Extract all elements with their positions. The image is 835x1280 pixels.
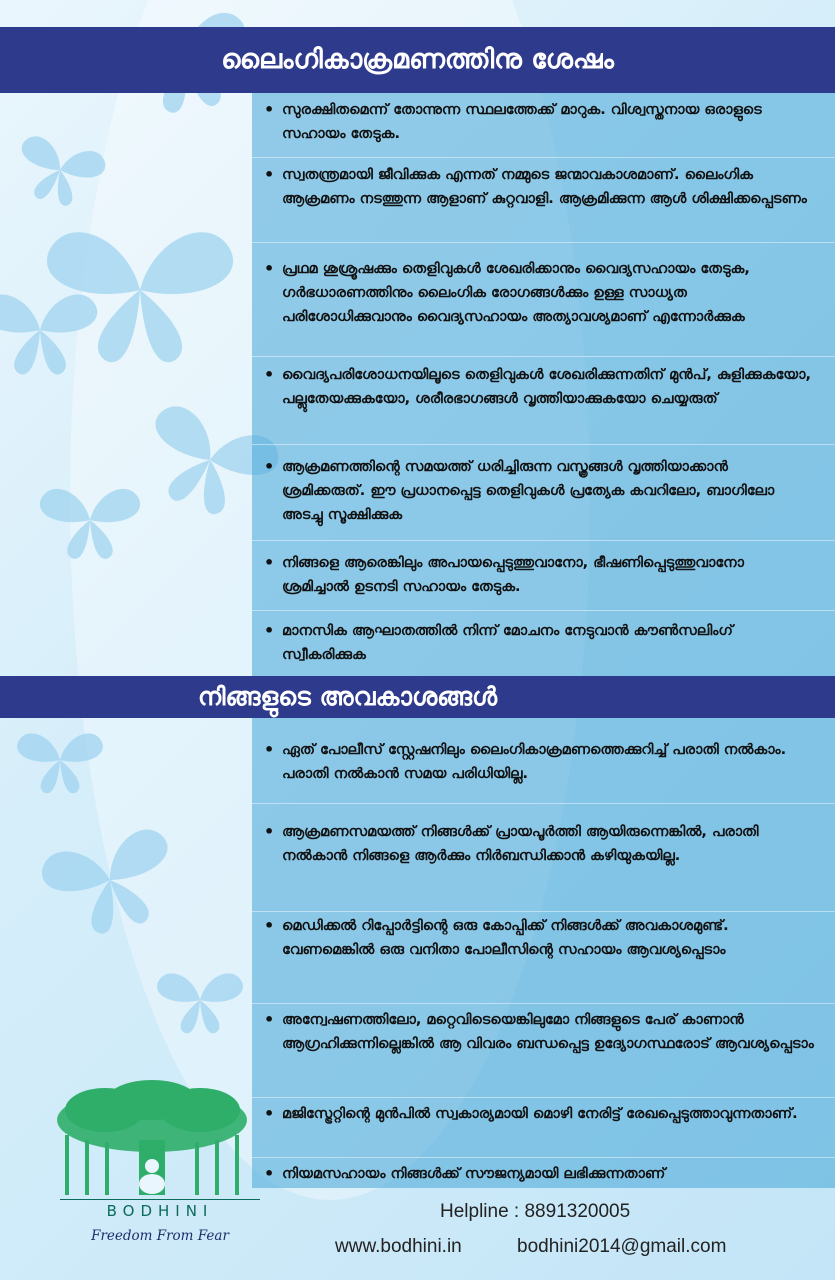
- list-item: • സ്വതന്ത്രമായി ജീവിക്കുക എന്നത് നമ്മുടെ ജന്മാവകാശമാണ്. ലൈംഗിക ആക്രമണം നടത്തുന്ന ആളാണ് കുറ്റവാളി. ആക്രമിക്കുന്ന ആൾ ശിക്ഷിക്കപ്പെടണം: [252, 163, 835, 243]
- section-header-your-rights: [0, 676, 835, 718]
- email-link[interactable]: bodhini2014@gmail.com: [517, 1236, 727, 1257]
- after-assault-panel: [252, 93, 835, 676]
- list-item: • അന്വേഷണത്തിലോ, മറ്റെവിടെയെങ്കിലുമോ നിങ്ങളുടെ പേര് കാണാൻ ആഗ്രഹിക്കുന്നില്ലെങ്കിൽ ആ വിവരം ബന്ധപ്പെട്ട ഉദ്യോഗസ്ഥരോട് ആവശ്യപ്പെടാം: [252, 1008, 835, 1098]
- section-title: ലൈംഗികാക്രമണത്തിനു ശേഷം: [221, 44, 614, 75]
- brand-name: BODHINI: [60, 1199, 260, 1220]
- list-item: • സുരക്ഷിതമെന്ന് തോന്നുന്ന സ്ഥലത്തേക്ക് മാറുക. വിശ്വസ്തനായ ഒരാളുടെ സഹായം തേടുക.: [252, 98, 835, 158]
- list-item: • വൈദ്യപരിശോധനയിലൂടെ തെളിവുകൾ ശേഖരിക്കുന്നതിന് മുൻപ്, കുളിക്കുകയോ, പല്ലുതേയക്കുകയോ, ശരീരഭാഗങ്ങൾ വൃത്തിയാക്കുകയോ ചെയ്യരുത്: [252, 363, 835, 445]
- list-item: • ആക്രമണസമയത്ത് നിങ്ങൾക്ക് പ്രായപൂർത്തി ആയിരുന്നെങ്കിൽ, പരാതി നൽകാൻ നിങ്ങളെ ആർക്കും നിർബന്ധിക്കാൻ കഴിയുകയില്ല.: [252, 820, 835, 912]
- list-item: • മെഡിക്കൽ റിപ്പോർട്ടിന്റെ ഒരു കോപ്പിക്ക് നിങ്ങൾക്ക് അവകാശമുണ്ട്. വേണമെങ്കിൽ ഒരു വനിതാ പോലീസിന്റെ സഹായം ആവശ്യപ്പെടാം: [252, 914, 835, 1004]
- banyan-tree-logo: [45, 1080, 260, 1200]
- section-title: നിങ്ങളുടെ അവകാശങ്ങൾ: [197, 682, 498, 711]
- list-item: • ആക്രമണത്തിന്റെ സമയത്ത് ധരിച്ചിരുന്ന വസ്ത്രങ്ങൾ വൃത്തിയാക്കാൻ ശ്രമിക്കരുത്. ഈ പ്രധാനപ്പെട്ട തെളിവുകൾ പ്രത്യേക കവറിലോ, ബാഗിലോ അടച്ചു സൂക്ഷിക്കുക: [252, 455, 835, 541]
- list-item: • ഏത് പോലീസ് സ്റ്റേഷനിലും ലൈംഗികാക്രമണത്തെക്കുറിച്ച് പരാതി നൽകാം. പരാതി നൽകാൻ സമയ പരിധിയില്ല.: [252, 738, 835, 804]
- list-item: • പ്രഥമ ശുശ്രൂഷക്കും തെളിവുകൾ ശേഖരിക്കാനും വൈദ്യസഹായം തേടുക, ഗർഭധാരണത്തിനും ലൈംഗിക രോഗങ്ങൾക്കും ഉള്ള സാധ്യത പരിശോധിക്കുവാനും വൈദ്യസഹായം അത്യാവശ്യമാണ് എന്നോർക്കുക: [252, 257, 835, 357]
- section-header-after-assault: [0, 27, 835, 93]
- helpline-number: Helpline : 8891320005: [440, 1201, 631, 1222]
- list-item: • മജിസ്ട്രേറ്റിന്റെ മുൻപിൽ സ്വകാര്യമായി മൊഴി നേരിട്ട് രേഖപ്പെടുത്താവുന്നതാണ്.: [252, 1102, 835, 1158]
- brand-tagline: Freedom From Fear: [91, 1228, 229, 1244]
- list-item: • നിങ്ങളെ ആരെങ്കിലും അപായപ്പെടുത്തുവാനോ, ഭീഷണിപ്പെടുത്തുവാനോ ശ്രമിച്ചാൽ ഉടനടി സഹായം തേടുക.: [252, 551, 835, 611]
- list-item: • മാനസിക ആഘാതത്തിൽ നിന്ന് മോചനം നേടുവാൻ കൗൺസലിംഗ് സ്വീകരിക്കുക: [252, 619, 835, 671]
- butterfly-icon: [10, 133, 108, 213]
- list-item: • നിയമസഹായം നിങ്ങൾക്ക് സൗജന്യമായി ലഭിക്കുന്നതാണ്: [252, 1162, 835, 1188]
- website-link[interactable]: www.bodhini.in: [335, 1236, 462, 1257]
- rights-panel: [252, 718, 835, 1188]
